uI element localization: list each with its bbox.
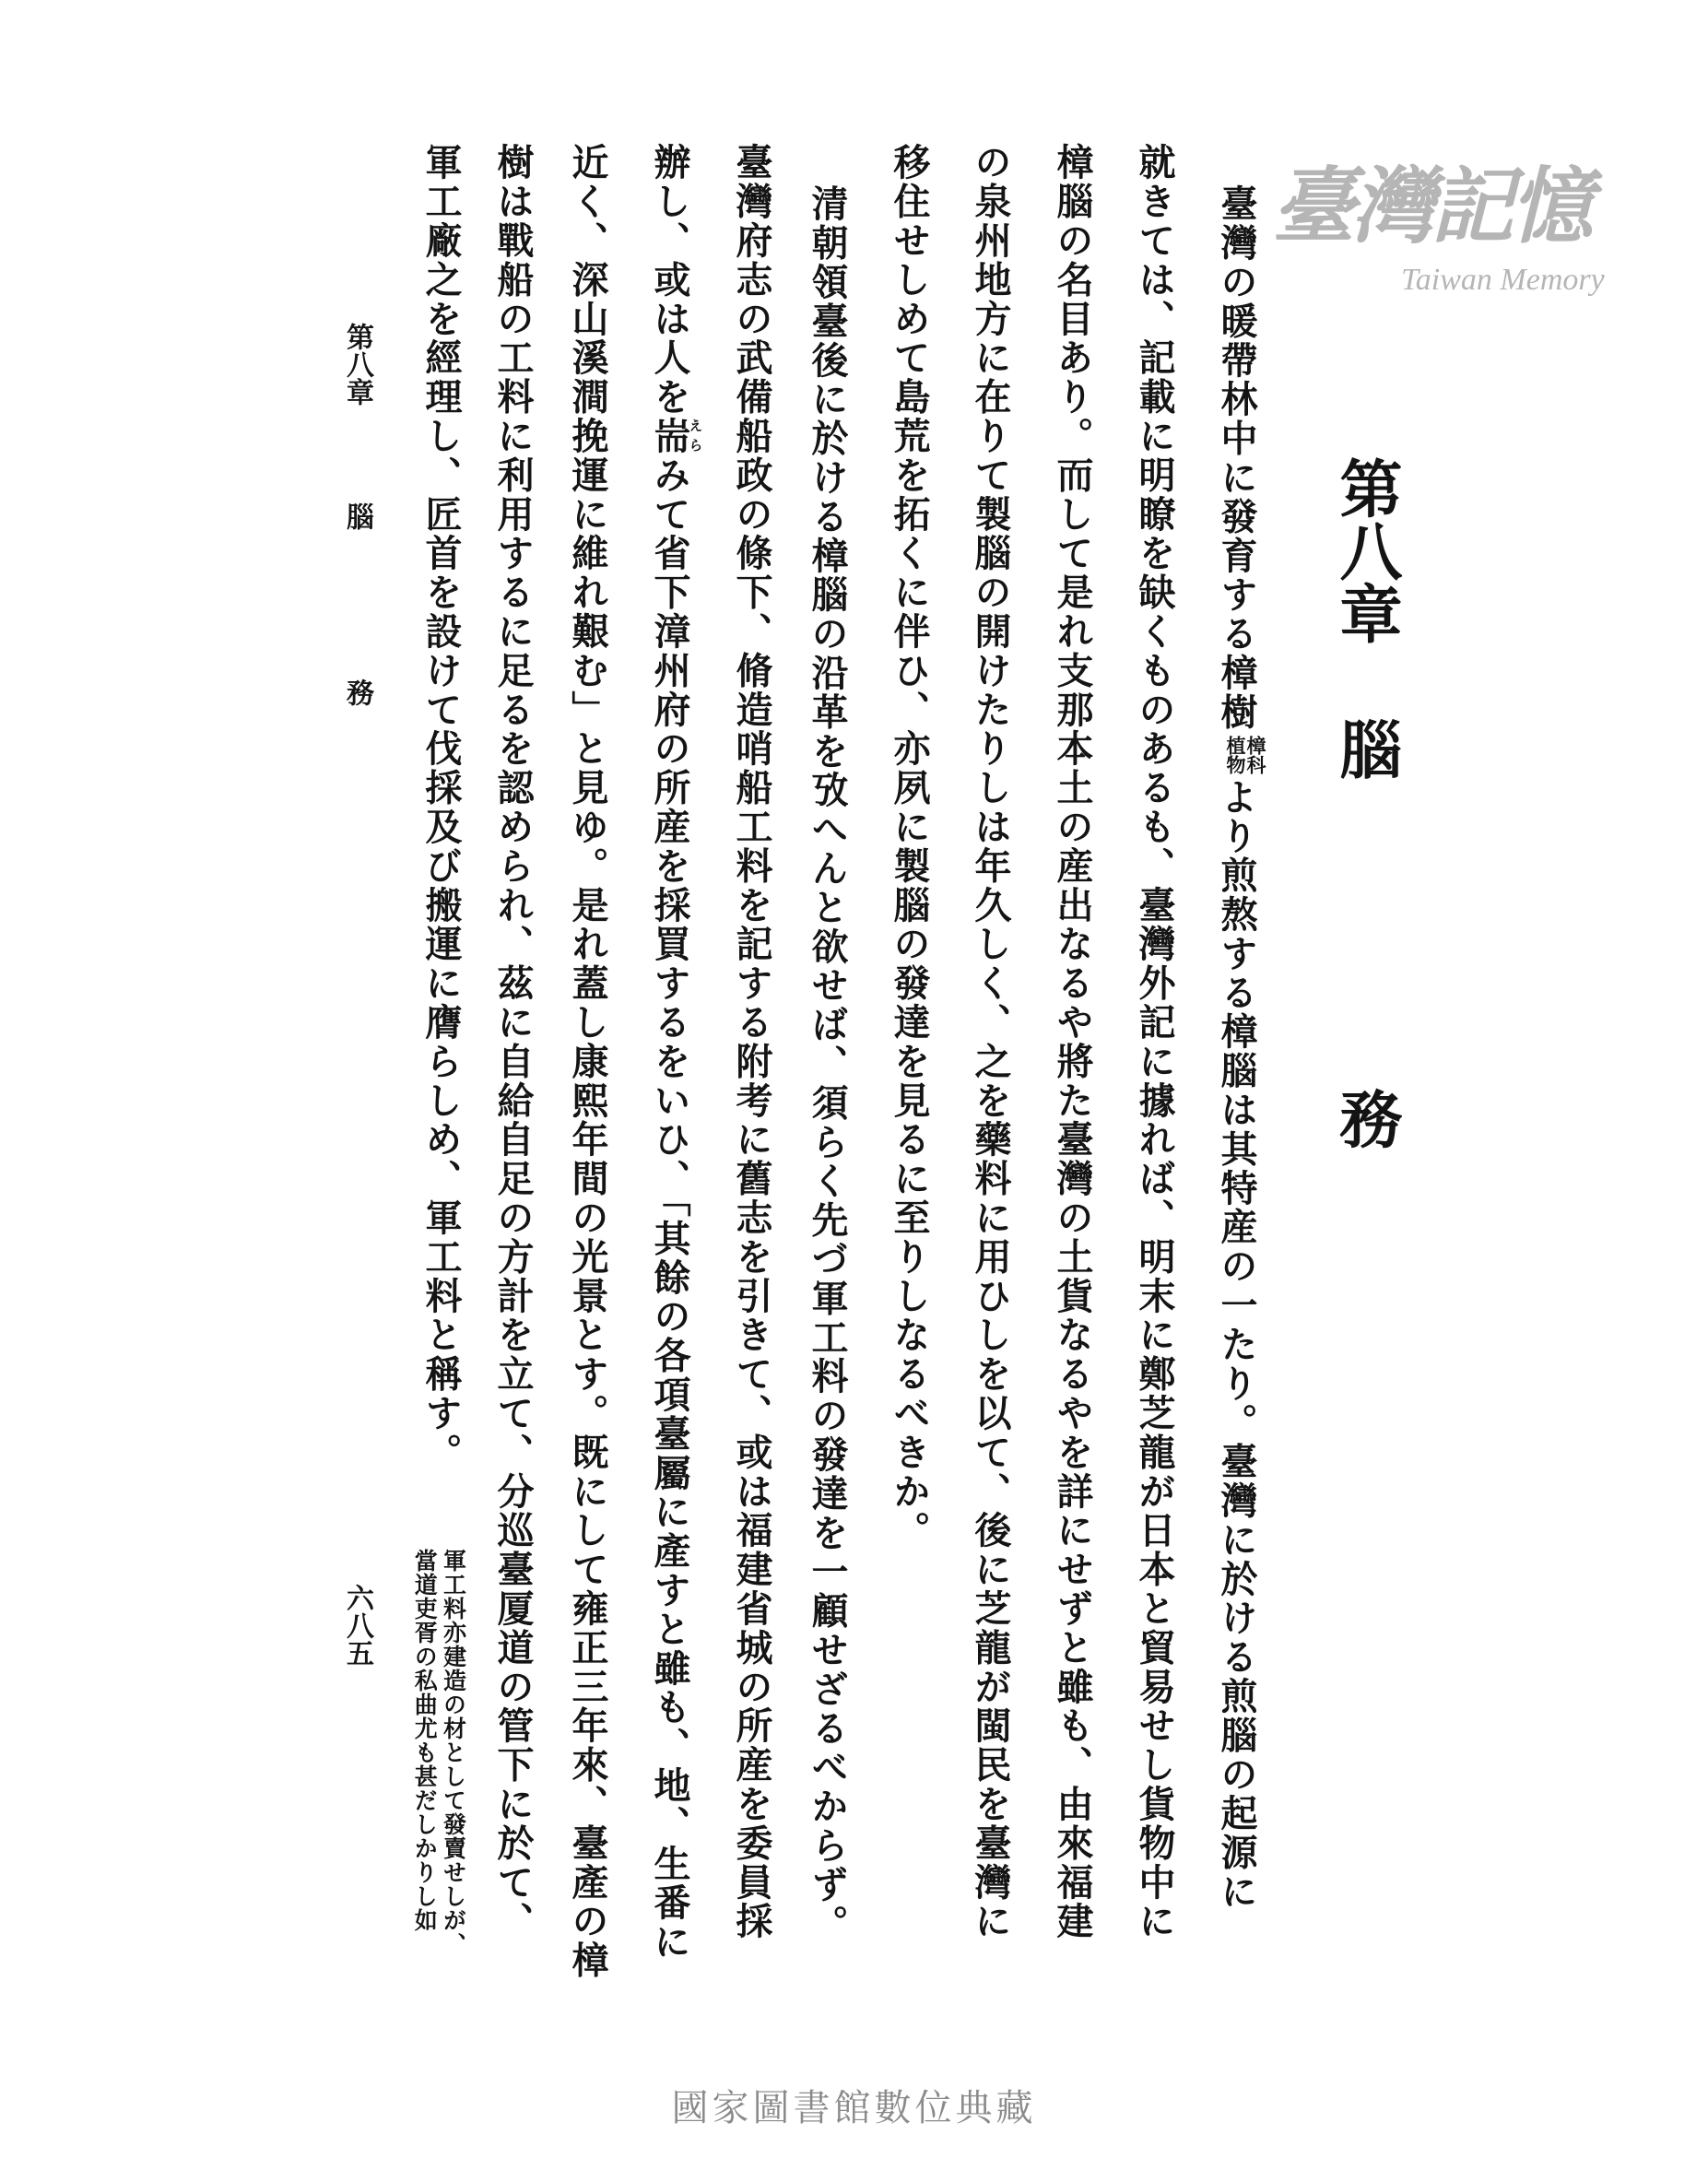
text-column-7: 臺灣府志の武備船政の條下、脩造哨船工料を記する附考に舊志を引きて、或は福建省城の所産を委員採: [730, 143, 773, 1941]
column-text: みて省下漳州府の所産を採買するをいひ、「其餘の各項臺屬に產すと雖も、地、生番に: [648, 455, 691, 1962]
column-text: より煎熬する樟腦は其特産の一たり。臺灣に於ける煎腦の起源に: [1215, 777, 1258, 1912]
ruby-word: [648, 416, 704, 456]
watermark-chinese: 臺灣記憶: [1272, 158, 1589, 255]
chapter-number: 第八章: [1329, 456, 1403, 644]
text-column-1: [1215, 184, 1268, 1912]
footnote-line: 當道吏胥の私曲尤も甚だしかりし如: [411, 1549, 439, 1932]
header-word-2: 務: [341, 678, 373, 706]
header-word-1: 腦: [341, 502, 373, 531]
library-credit: 國家圖書館數位典藏: [671, 2087, 1037, 2129]
chapter-title: [1329, 456, 1403, 1150]
text-column-2: 就きては、記載に明瞭を缺くものあるも、臺灣外記に據れば、明末に鄭芝龍が日本と貿易せし貨物中に: [1133, 143, 1176, 1941]
text-column-11: 軍工廠之を經理し、匠首を設けて伐採及び搬運に膺らしめ、軍工料と稱す。: [419, 143, 463, 1472]
text-column-6: 清朝領臺後に於ける樟腦の沿革を攷へんと欲せば、須らく先づ軍工料の發達を一顧せざるべからず。: [806, 184, 849, 1943]
ruby-reading: えら: [687, 416, 704, 456]
footnote-line: 軍工料亦建造の材として發賣せしが、: [440, 1549, 467, 1956]
ruby-base: 耑: [648, 416, 691, 456]
note-line: 植物: [1224, 735, 1247, 774]
header-chapter: 第八章: [341, 323, 373, 406]
text-column-5: 移住せしめて島荒を拓くに伴ひ、亦夙に製腦の發達を見るに至りしなるべきか。: [888, 143, 931, 1551]
text-column-9: 近く、深山溪澗挽運に維れ艱む」と見ゆ。是れ蓋し康熙年間の光景とす。既にして雍正三年來、臺產の樟: [566, 143, 609, 1980]
chapter-word-2: 務: [1329, 1087, 1403, 1150]
text-column-3: 樟腦の名目あり。而して是れ支那本土の産出なるや將た臺灣の土貨なるやを詳にせずと雖も、由來福建: [1051, 143, 1094, 1941]
chapter-word-1: 腦: [1329, 716, 1403, 780]
text-column-4: の泉州地方に在りて製腦の開けたりしは年久しく、之を藥料に用ひしを以て、後に芝龍が閩民を臺灣に: [969, 143, 1012, 1941]
text-column-8: [648, 143, 704, 1962]
inline-note: [1225, 736, 1266, 774]
running-header: [343, 323, 371, 706]
column-text: 臺灣の暖帶林中に發育する樟樹: [1215, 184, 1258, 732]
watermark-logo: [1272, 158, 1678, 318]
text-column-10: 樹は戰船の工料に利用するに足るを認められ、茲に自給自足の方計を立て、分巡臺厦道の管下に於て、: [491, 143, 535, 1941]
column-text: 辦し、或は人を: [648, 143, 691, 417]
watermark-english: Taiwan Memory: [1401, 263, 1605, 297]
note-line: 樟科: [1244, 735, 1268, 774]
page-number: 六八五: [341, 1584, 373, 1667]
footnote: [410, 1549, 468, 1956]
